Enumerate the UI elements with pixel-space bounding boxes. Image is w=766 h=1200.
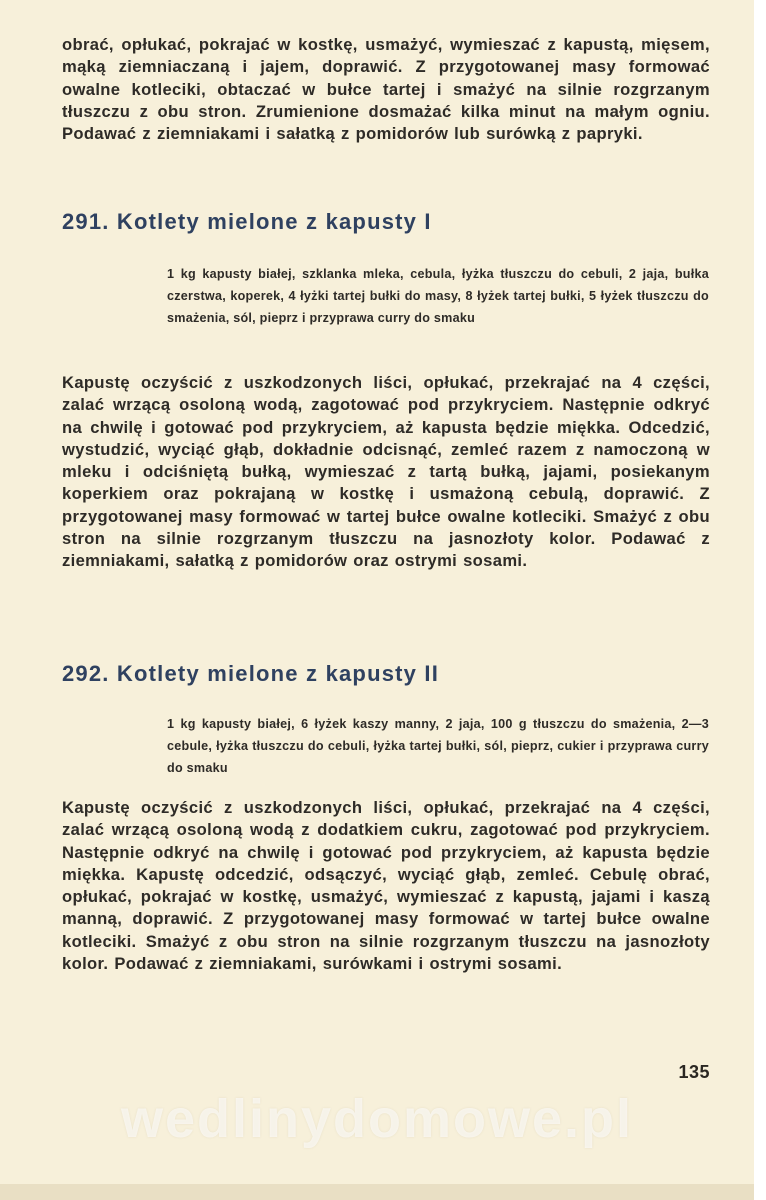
recipe-291-ingredients: 1 kg kapusty białej, szklanka mleka, cebula, łyżka tłuszczu do cebuli, 2 jaja, bułka czerstwa, koperek, 4 łyżki tartej bułki do masy, 8 łyżek tartej bułki, 5 łyżek tłuszczu do smażenia, sól, pieprz i przyprawa curry do smaku bbox=[167, 267, 709, 325]
recipe-291-title: 291. Kotlety mielone z kapusty I bbox=[62, 209, 432, 234]
recipe-292-title: 292. Kotlety mielone z kapusty II bbox=[62, 661, 440, 686]
page-bottom-edge bbox=[0, 1184, 754, 1200]
page-number: 135 bbox=[678, 1062, 710, 1082]
recipe-292-ingredients: 1 kg kapusty białej, 6 łyżek kaszy manny, 2 jaja, 100 g tłuszczu do smażenia, 2—3 cebule, łyżka tłuszczu do cebuli, łyżka tartej bułki, sól, pieprz, cukier i przyprawa curry do smaku bbox=[167, 717, 709, 775]
page-right-margin bbox=[754, 0, 766, 1200]
watermark: wedlinydomowe.pl bbox=[120, 1089, 634, 1149]
recipe-292-instructions: Kapustę oczyścić z uszkodzonych liści, opłukać, przekrajać na 4 części, zalać wrzącą osoloną wodą z dodatkiem cukru, zagotować pod przykryciem. Następnie odkryć na chwilę i gotować pod przykryciem, aż kapusta będzie miękka. Kapustę odcedzić, odsączyć, wyciąć głąb, zemleć. Cebulę obrać, opłukać, pokrajać w kostkę, usmażyć, wymieszać z kapustą, jajami i kaszą manną, doprawić. Z przygotowanej masy formować w tartej bułce owalne kotleciki. Smażyć z obu stron na silnie rozgrzanym tłuszczu na jasnozłoty kolor. Podawać z ziemniakami, surówkami i ostrymi sosami. bbox=[62, 798, 710, 974]
recipe-291-instructions: Kapustę oczyścić z uszkodzonych liści, opłukać, przekrajać na 4 części, zalać wrzącą osoloną wodą, zagotować pod przykryciem. Następnie odkryć na chwilę i gotować pod przykryciem, aż kapusta będzie miękka. Odcedzić, wystudzić, wyciąć głąb, dokładnie odcisnąć, zemleć razem z namoczoną w mleku i odciśniętą bułką, wymieszać z tartą bułką, jajami, posiekanym koperkiem oraz pokrajaną w kostkę i usmażoną cebulą, doprawić. Z przygotowanej masy formować w tartej bułce owalne kotleciki. Smażyć z obu stron na silnie rozgrzanym tłuszczu na jasnozłoty kolor. Podawać z ziemniakami, sałatką z pomidorów oraz ostrymi sosami. bbox=[62, 373, 710, 571]
intro-paragraph: obrać, opłukać, pokrajać w kostkę, usmażyć, wymieszać z kapustą, mięsem, mąką ziemniaczaną i jajem, doprawić. Z przygotowanej masy formować owalne kotleciki, obtaczać w bułce tartej i smażyć na silnie rozgrzanym tłuszczu z obu stron. Zrumienione dosmażać kilka minut na małym ogniu. Podawać z ziemniakami i sałatką z pomidorów lub surówką z papryki. bbox=[62, 35, 710, 144]
